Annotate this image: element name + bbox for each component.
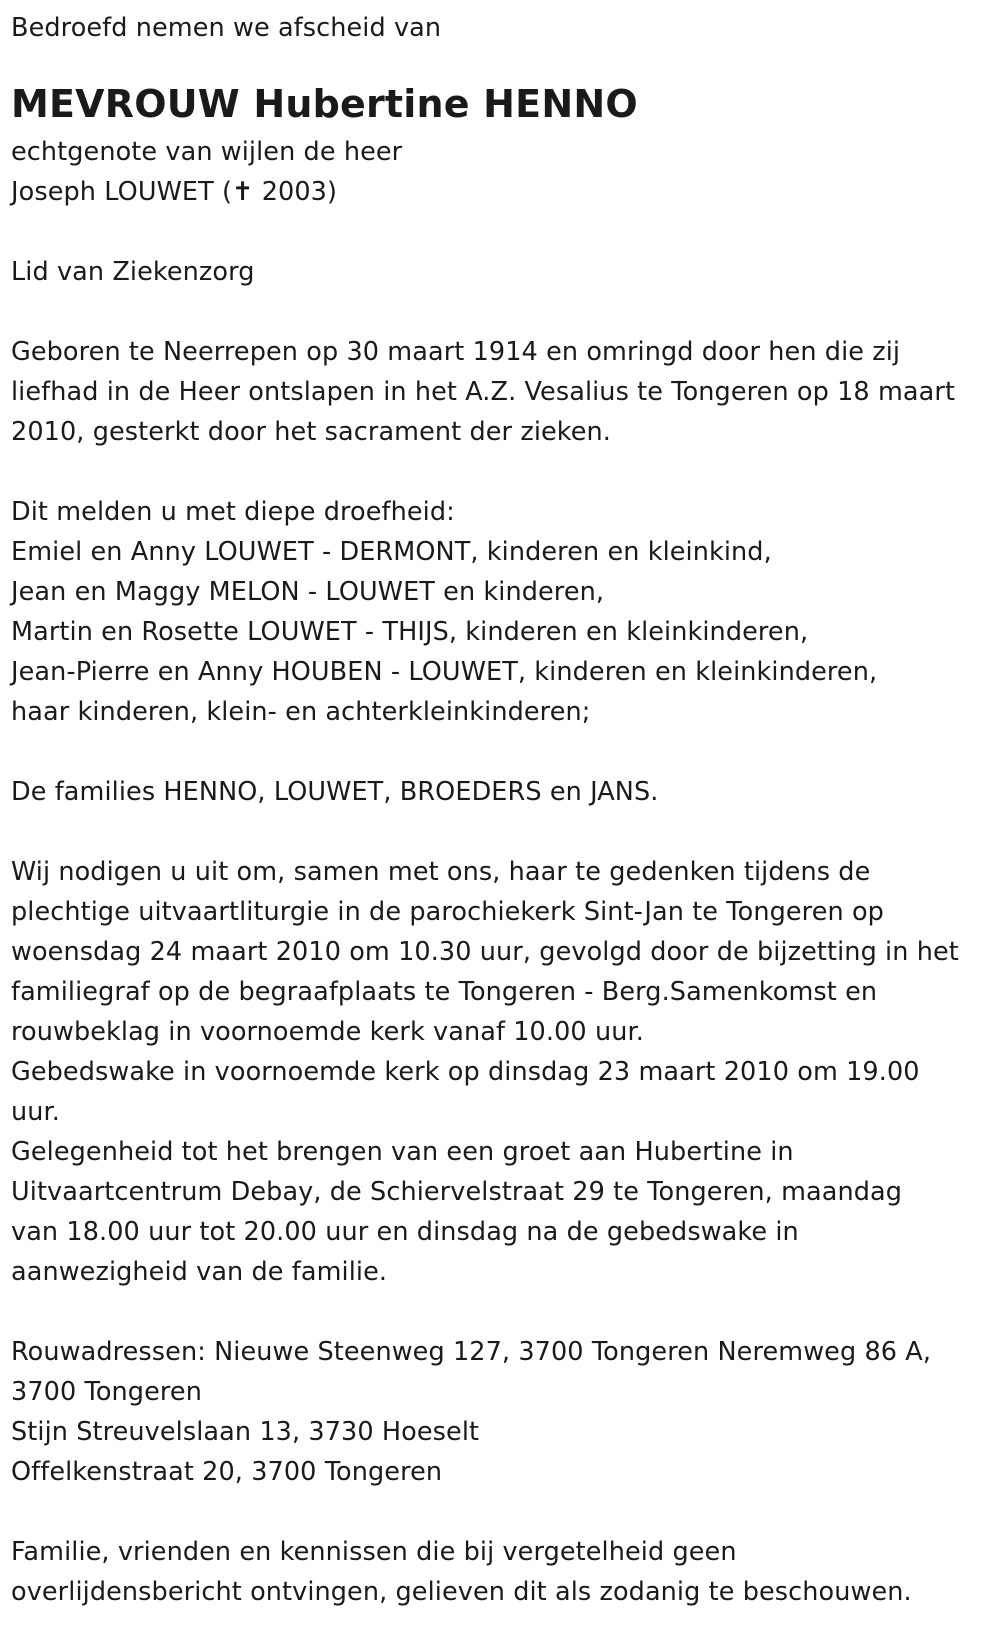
address-line: 3700 Tongeren [11,1377,202,1407]
paragraph-line: Gelegenheid tot het brengen van een groet aan Hubertine in [11,1137,794,1167]
spacer [11,212,1000,252]
family-intro: Dit melden u met diepe droefheid: [11,497,455,527]
birth-death-paragraph [11,332,1000,452]
paragraph-line: liefhad in de Heer ontslapen in het A.Z. Vesalius te Tongeren op 18 maart [11,377,956,407]
spacer [11,1292,1000,1332]
paragraph-line: woensdag 24 maart 2010 om 10.30 uur, gevolgd door de bijzetting in het [11,937,959,967]
family-members-list [11,532,1000,732]
paragraph-line: rouwbeklag in voornoemde kerk vanaf 10.00 uur. [11,1017,644,1047]
spacer [11,1492,1000,1532]
spacer [11,732,1000,772]
family-member: Martin en Rosette LOUWET - THIJS, kinderen en kleinkinderen, [11,617,809,647]
paragraph-line: Uitvaartcentrum Debay, de Schiervelstraat 29 te Tongeren, maandag [11,1177,903,1207]
spacer [11,452,1000,492]
paragraph-line: overlijdensbericht ontvingen, gelieven dit als zodanig te beschouwen. [11,1577,912,1607]
families-text: De families HENNO, LOUWET, BROEDERS en JANS. [11,777,659,807]
paragraph-line: Geboren te Neerrepen op 30 maart 1914 en omringd door hen die zij [11,337,901,367]
paragraph-line: familiegraf op de begraafplaats te Tongeren - Berg.Samenkomst en [11,977,878,1007]
paragraph-line: Gebedswake in voornoemde kerk op dinsdag 23 maart 2010 om 19.00 [11,1057,920,1087]
address-line: Offelkenstraat 20, 3700 Tongeren [11,1457,443,1487]
membership-text: Lid van Ziekenzorg [11,257,255,287]
address-line: Stijn Streuvelslaan 13, 3730 Hoeselt [11,1417,480,1447]
paragraph-line: aanwezigheid van de familie. [11,1257,388,1287]
paragraph-line: Wij nodigen u uit om, samen met ons, haar te gedenken tijdens de [11,857,871,887]
family-member: Emiel en Anny LOUWET - DERMONT, kinderen en kleinkind, [11,537,772,567]
spouse-line-1: echtgenote van wijlen de heer [11,137,403,167]
addresses-block [11,1332,1000,1492]
family-member: Jean en Maggy MELON - LOUWET en kinderen, [11,577,605,607]
ceremony-paragraph [11,852,1000,1292]
address-line: Rouwadressen: Nieuwe Steenweg 127, 3700 Tongeren Neremweg 86 A, [11,1337,932,1367]
intro-text: Bedroefd nemen we afscheid van [11,13,442,43]
spacer [11,812,1000,852]
family-member: haar kinderen, klein- en achterkleinkinderen; [11,697,591,727]
deceased-name: MEVROUW Hubertine HENNO [11,82,638,126]
spouse-line-2: Joseph LOUWET (✝ 2003) [11,177,338,207]
closing-paragraph [11,1532,1000,1612]
paragraph-line: 2010, gesterkt door het sacrament der zieken. [11,417,612,447]
family-member: Jean-Pierre en Anny HOUBEN - LOUWET, kinderen en kleinkinderen, [11,657,878,687]
paragraph-line: uur. [11,1097,60,1127]
paragraph-line: van 18.00 uur tot 20.00 uur en dinsdag na de gebedswake in [11,1217,799,1247]
paragraph-line: plechtige uitvaartliturgie in de parochiekerk Sint-Jan te Tongeren op [11,897,884,927]
spacer [11,292,1000,332]
paragraph-line: Familie, vrienden en kennissen die bij vergetelheid geen [11,1537,737,1567]
